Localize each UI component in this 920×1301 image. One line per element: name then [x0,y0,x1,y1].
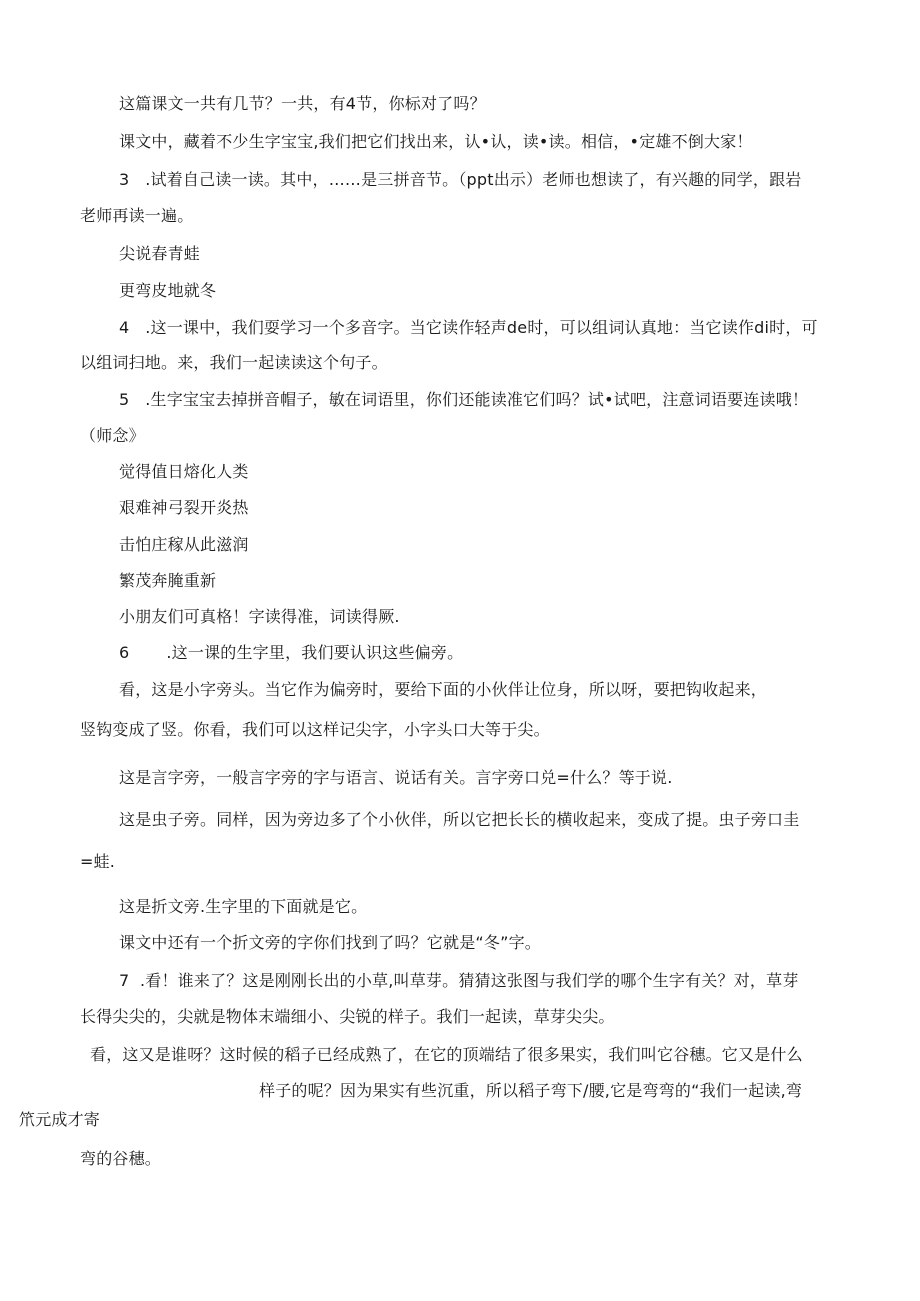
text-line: 竖钩变成了竖。你看，我们可以这样记尖字，小字头口大等于尖。 [80,720,550,739]
text-line: 课文中，藏着不少生字宝宝,我们把它们找出来，认•认，读•读。相信，•定雄不倒大家！ [119,132,753,151]
text-line: 弯的谷穗。 [80,1149,162,1168]
text-line: 觉得值日熔化人类 [119,462,249,481]
text-line: 这是言字旁，一般言字旁的字与语言、说话有关。言字旁口兑=什么？等于说. [119,768,673,787]
text-line: 样子的呢？因为果实有些沉重，所以稻子弯下/腰,它是弯弯的“我们一起读,弯 [259,1081,803,1100]
text-line: 以组词扫地。来，我们一起读读这个句子。 [80,353,388,372]
text-line: 繁茂奔腌重新 [119,571,217,590]
text-line: 看，这又是谁呀？这时候的稻子已经成熟了，在它的顶端结了很多果实，我们叫它谷穗。它又是什么 [90,1045,803,1064]
text-line: 小朋友们可真格！字读得准，词读得厥. [119,607,400,626]
text-line: 3 .试着自己读一读。其中，……是三拼音节。（ppt出示）老师也想读了，有兴趣的同学，跟岩 [119,170,802,189]
text-line: 5 .生字宝宝去掉拼音帽子，敏在词语里，你们还能读准它们吗？试•试吧，注意词语要连读哦！ [119,390,809,409]
text-line: 看，这是小字旁头。当它作为偏旁时，要给下面的小伙伴让位身，所以呀，要把钩收起来， [119,680,768,699]
text-line: 这是折文旁.生字里的下面就是它。 [119,897,368,916]
text-line: 这是虫子旁。同样，因为旁边多了个小伙伴，所以它把长长的横收起来，变成了提。虫子旁口圭 [119,810,800,829]
text-line: （师念》 [80,426,145,445]
text-line: 6 .这一课的生字里，我们要认识这些偏旁。 [119,643,464,662]
text-line: 更弯皮地就冬 [119,281,217,300]
text-line: 长得尖尖的，尖就是物体末端细小、尖锐的样子。我们一起读，草芽尖尖。 [80,1007,615,1026]
text-line: 7 .看！谁来了？这是刚刚长出的小草,叫草芽。猜猜这张图与我们学的哪个生字有关？对，草芽 [119,971,799,990]
text-line: 击怕庄稼从此滋润 [119,535,249,554]
text-line: 老师再读一遍。 [80,206,194,225]
text-line: =蛙. [80,852,116,871]
text-line: 这篇课文一共有几节？一共，有4节，你标对了吗？ [119,94,486,113]
text-line: 4 .这一课中，我们耍学习一个多音字。当它读作轻声de时，可以组词认真地：当它读作di时，可 [119,318,818,337]
text-line: 尖说春青蛙 [119,244,201,263]
text-line: 课文中还有一个折文旁的字你们找到了吗？它就是“冬”字。 [119,933,541,952]
text-line: 艰难神弓裂开炎热 [119,498,249,517]
text-line: 笊元成才寄 [19,1110,101,1129]
